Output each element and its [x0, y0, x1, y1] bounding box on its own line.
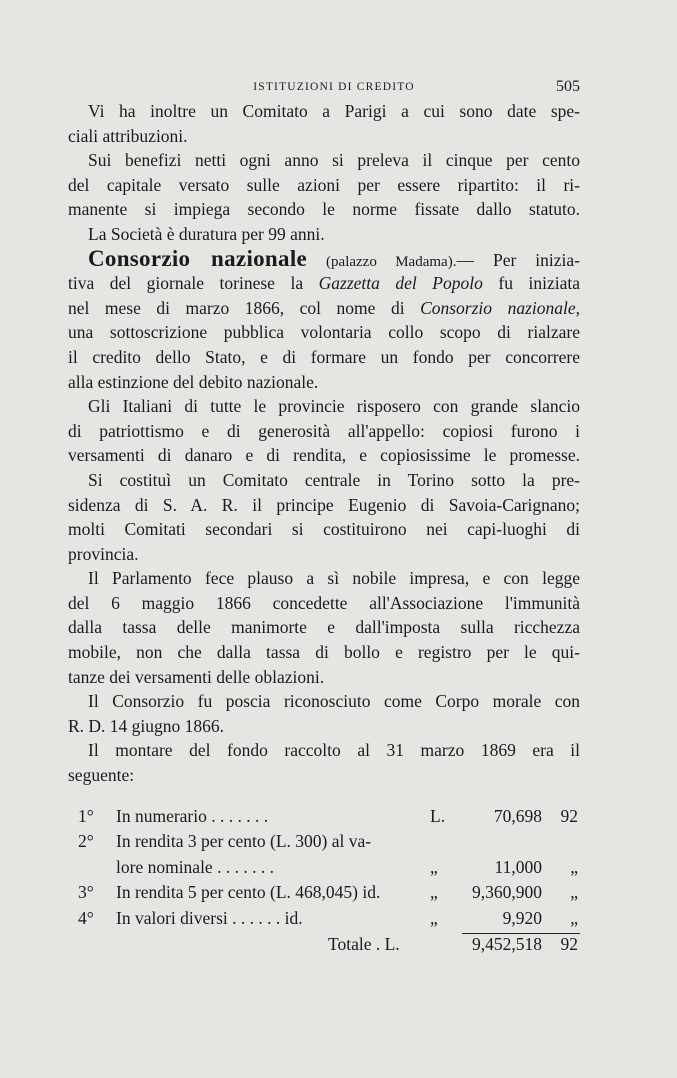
text-line: del 6 maggio 1866 concedette all'Associazione l'immunità [68, 592, 580, 613]
table-row [68, 906, 580, 932]
page-number: 5⁠05 [556, 78, 580, 95]
text-line: una sottoscrizione pubblica volontaria collo scopo di rialzare [68, 322, 580, 343]
table-row [68, 829, 580, 855]
total-label: Totale . L. [328, 933, 400, 954]
row-label: In rendita 3 per cento (L. 300) al va- [116, 831, 372, 852]
consortium-name: Consorzio nazionale, [420, 297, 580, 318]
text-line: versamenti di danaro e di rendita, e copiosissime le promesse. [68, 445, 580, 466]
running-title: ISTITUZIONI DI CREDITO [253, 81, 415, 93]
text-line: R. D. 14 giugno 1866. [68, 715, 225, 736]
total-row [68, 932, 580, 958]
row-amount: 9,920 [502, 908, 542, 928]
table-row [68, 855, 580, 881]
row-cents: „ [570, 908, 578, 928]
text-line [68, 271, 580, 296]
text-line: di patriottismo e di generosità all'appello: copiosi furono i [68, 420, 580, 441]
row-cents: 92 [560, 805, 578, 826]
text-line: del capitale versato sulle azioni per essere ripartito: il ri- [68, 174, 580, 195]
row-ordinal: 2° [78, 831, 94, 852]
text-line: Sui benefizi netti ogni anno si preleva il cinque per cento [88, 150, 580, 171]
text-span: — Per inizia- [456, 249, 580, 270]
page-body [68, 99, 580, 958]
total-amount: 9,452,518 [472, 933, 542, 954]
text-line: mobile, non che dalla tassa di bollo e registro per le qui- [68, 642, 580, 663]
text-line: La Società è duratura per 99 anni. [88, 223, 325, 244]
text-line: dalla tassa delle manimorte e dall'imposta sulla ricchezza [68, 617, 580, 638]
row-currency: „ [430, 908, 438, 928]
text-line [68, 296, 580, 321]
row-amount: 70,698 [493, 805, 542, 826]
row-label: In numerario . . . . . . . [116, 805, 269, 826]
row-amount: 11,000 [494, 856, 542, 877]
total-cents: 92 [560, 933, 578, 954]
text-line: Si costituì un Comitato centrale in Torino sotto la pre- [88, 469, 580, 490]
text-line: Il montare del fondo raccolto al 31 marzo 1869 era il [88, 740, 580, 761]
row-currency: „ [430, 882, 438, 903]
text-span: tiva del giornale torinese la [68, 273, 319, 294]
row-ordinal: 4° [78, 908, 94, 928]
text-span: nel mese di marzo 1866, col nome di [68, 297, 421, 318]
text-line: alla estinzione del debito nazionale. [68, 371, 319, 392]
row-cents: „ [570, 856, 578, 877]
table-row [68, 880, 580, 906]
text-line: seguente: [68, 765, 135, 786]
section-heading-line [68, 247, 580, 272]
row-ordinal: 3° [78, 882, 94, 903]
newspaper-name: Gazzetta del Popolo [318, 273, 483, 294]
text-line: sidenza di S. A. R. il principe Eugenio di Savoia-Carignano; [68, 494, 580, 515]
text-line: Vi ha inoltre un Comitato a Parigi a cui sono date spe- [88, 101, 580, 121]
text-line: provincia. [68, 543, 139, 564]
row-cents: „ [570, 882, 578, 903]
page-header [88, 78, 580, 98]
text-span: fu iniziata [482, 273, 580, 294]
row-label: In rendita 5 per cento (L. 468,045) id. [116, 882, 381, 903]
text-line: tanze dei versamenti delle oblazioni. [68, 666, 325, 687]
text-line: Il Consorzio fu poscia riconosciuto come Corpo morale con [88, 691, 580, 712]
section-title: Consorzio nazionale [88, 246, 308, 271]
fund-table [68, 804, 580, 958]
row-currency: „ [430, 856, 438, 877]
section-location: (palazzo Madama). [326, 253, 457, 270]
text-line: il credito dello Stato, e di formare un fondo per concorrere [68, 346, 580, 367]
text-line: Il Parlamento fece plauso a sì nobile impresa, e con legge [88, 568, 580, 589]
row-label: lore nominale . . . . . . . [116, 856, 274, 877]
text-line: molti Comitati secondari si costituirono nei capi-luoghi di [68, 519, 580, 540]
text-line: manente si impiega secondo le norme fissate dallo statuto. [68, 199, 580, 220]
row-ordinal: 1° [78, 805, 94, 826]
table-row [68, 804, 580, 830]
row-amount: 9,360,900 [472, 882, 542, 903]
row-currency: L. [430, 805, 446, 826]
text-line: ciali attribuzioni. [68, 125, 188, 146]
row-label: In valori diversi . . . . . . id. [116, 908, 303, 928]
text-line: Gli Italiani di tutte le provincie risposero con grande slancio [88, 396, 580, 417]
